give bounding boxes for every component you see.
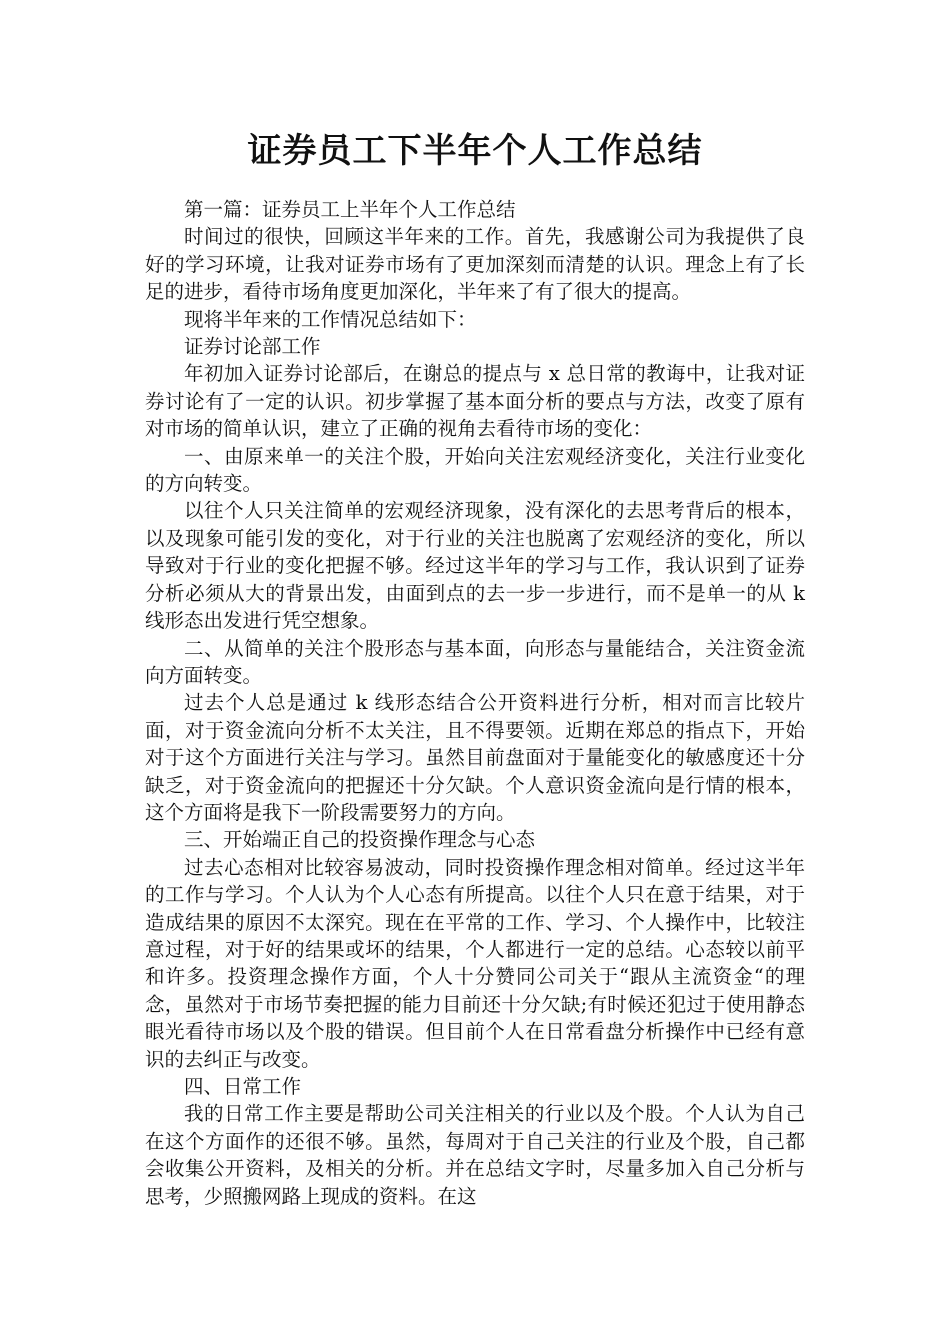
- paragraph-section-four: 我的日常工作主要是帮助公司关注相关的行业以及个股。个人认为自己在这个方面作的还很不够。虽然，每周对于自己关注的行业及个股，自己都会收集公开资料，及相关的分析。并在总结文字时，尽量多加入自己分析与思考，少照搬网路上现成的资料。在这: [145, 1102, 805, 1208]
- section-heading-three: 三、开始端正自己的投资操作理念与心态: [184, 828, 536, 852]
- paragraph-section-two: 过去个人总是通过 k 线形态结合公开资料进行分析，相对而言比较片面，对于资金流向分析不太关注，且不得要领。近期在郑总的指点下，开始对于这个方面进行关注与学习。虽然目前盘面对于量能变化的敏感度还十分缺乏，对于资金流向的把握还十分欠缺。个人意识资金流向是行情的根本，这个方面将是我下一阶段需要努力的方向。: [145, 691, 805, 824]
- paragraph-summary-lead: 现将半年来的工作情况总结如下：: [184, 307, 477, 331]
- section-heading-two: 二、从简单的关注个股形态与基本面，向形态与量能结合，关注资金流向方面转变。: [145, 636, 805, 687]
- document-title: 证券员工下半年个人工作总结: [247, 131, 703, 171]
- paragraph-part-heading: 第一篇：证券员工上半年个人工作总结: [184, 198, 516, 221]
- section-heading-research-dept: 证券讨论部工作: [184, 335, 321, 359]
- paragraph-research-dept: 年初加入证券讨论部后，在谢总的提点与 x 总日常的教诲中，让我对证券讨论有了一定的认识。初步掌握了基本面分析的要点与方法，改变了原有对市场的简单认识，建立了正确的视角去看待市场的变化：: [145, 362, 805, 441]
- document-body: [145, 196, 805, 1210]
- paragraph-section-three: 过去心态相对比较容易波动，同时投资操作理念相对简单。经过这半年的工作与学习。个人认为个人心态有所提高。以往个人只在意于结果，对于造成结果的原因不太深究。现在在平常的工作、学习、个人操作中，比较注意过程，对于好的结果或坏的结果，个人都进行一定的总结。心态较以前平和许多。投资理念操作方面，个人十分赞同公司关于“跟从主流资金“的理念，虽然对于市场节奏把握的能力目前还十分欠缺;有时候还犯过于使用静态眼光看待市场以及个股的错误。但目前个人在日常看盘分析操作中已经有意识的去纠正与改变。: [145, 855, 805, 1071]
- paragraph-section-one: 以往个人只关注简单的宏观经济现象，没有深化的去思考背后的根本，以及现象可能引发的变化，对于行业的关注也脱离了宏观经济的变化，所以导致对于行业的变化把握不够。经过这半年的学习与工作，我认识到了证券分析必须从大的背景出发，由面到点的去一步一步进行，而不是单一的从 k 线形态出发进行凭空想象。: [145, 499, 805, 633]
- section-heading-four: 四、日常工作: [184, 1075, 302, 1098]
- section-heading-one: 一、由原来单一的关注个股，开始向关注宏观经济变化，关注行业变化的方向转变。: [145, 444, 805, 496]
- paragraph-intro: 时间过的很快，回顾这半年来的工作。首先，我感谢公司为我提供了良好的学习环境，让我对证券市场有了更加深刻而清楚的认识。理念上有了长足的进步，看待市场角度更加深化，半年来了有了很大的提高。: [145, 225, 805, 304]
